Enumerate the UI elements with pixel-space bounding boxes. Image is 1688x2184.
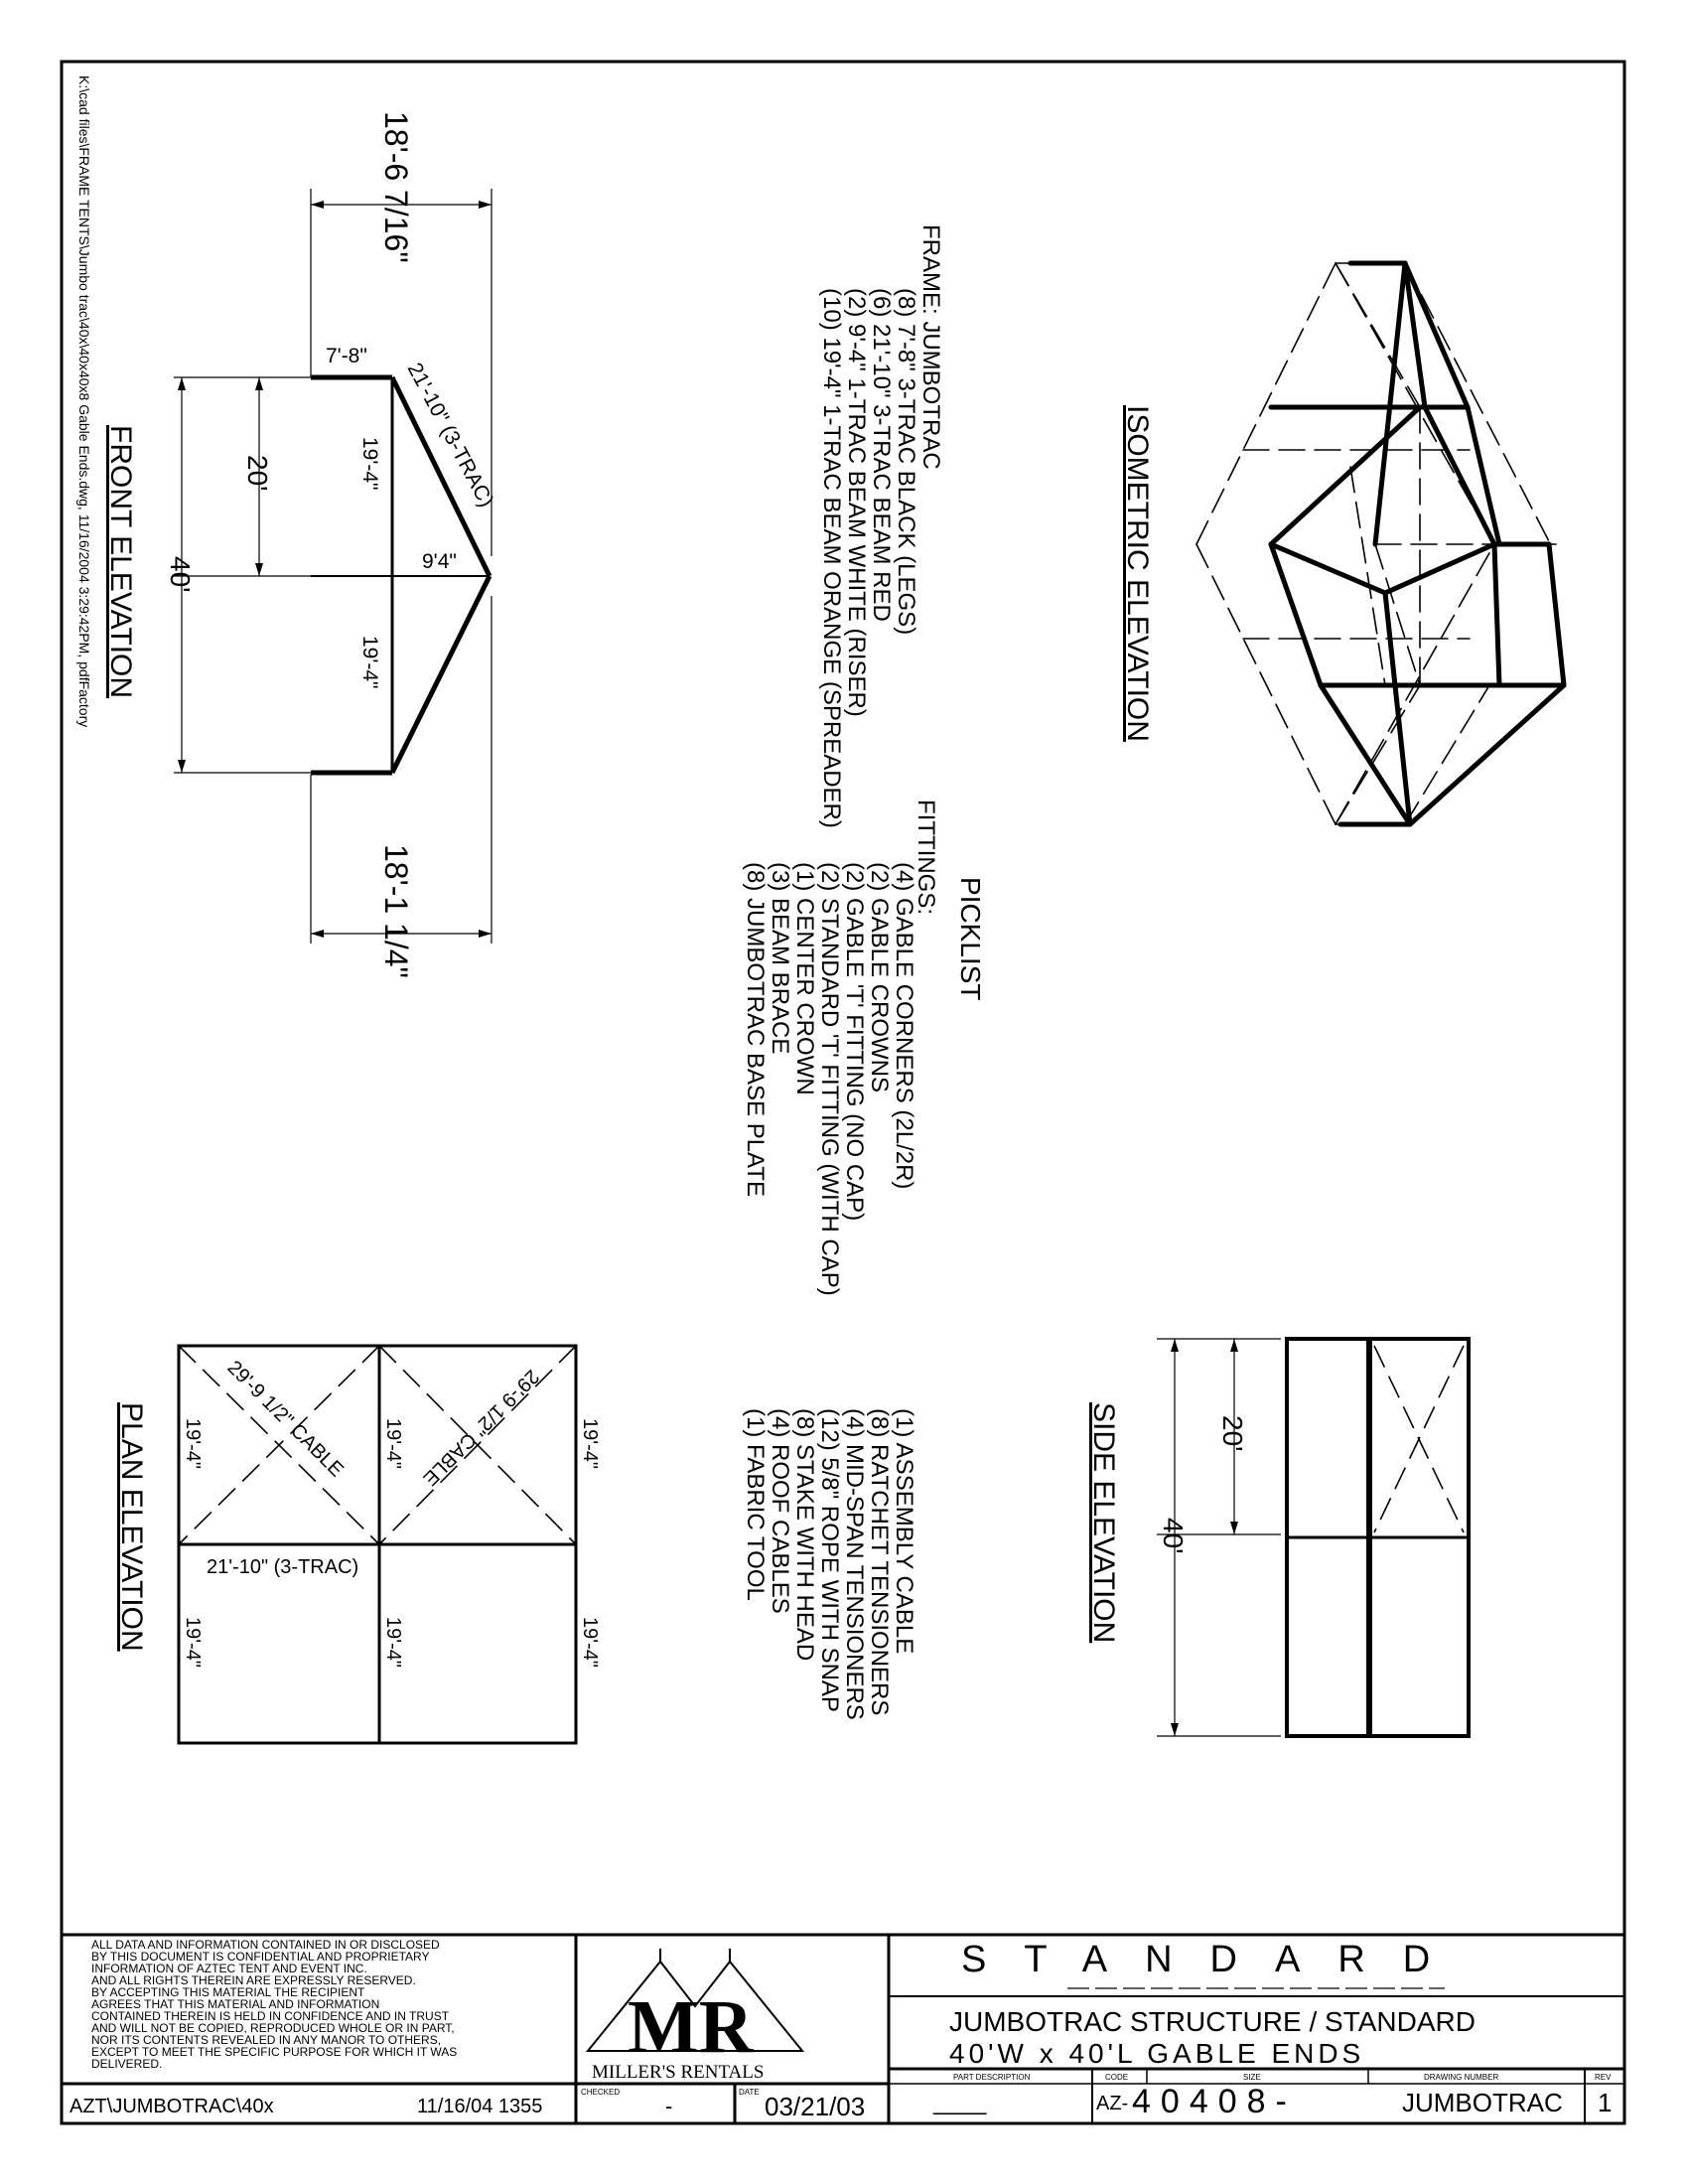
drawing-name: JUMBOTRAC: [1402, 2088, 1563, 2117]
frame-item: (10) 19'-4" 1-TRAC BEAM ORANGE (SPREADER): [818, 288, 845, 828]
plan-bay-dim: 19'-4": [382, 1418, 404, 1469]
side-elevation: [1157, 1339, 1469, 1736]
isometric-elevation: [1196, 263, 1564, 824]
front-half-width: 20': [242, 455, 273, 492]
hardware-item: (8) RATCHET TENSIONERS: [866, 1408, 893, 1716]
fitting-item: (1) CENTER CROWN: [791, 862, 818, 1095]
drawing-prefix: AZ-: [1096, 2093, 1129, 2114]
front-rafter-dim: 21'-10" (3-TRAC): [402, 359, 498, 511]
checked-value: -: [665, 2094, 673, 2118]
drawing-number-label: DRAWING NUMBER: [1424, 2073, 1499, 2082]
side-elevation-title: SIDE ELEVATION: [1087, 1402, 1120, 1644]
side-full-dim: 40': [1158, 1518, 1189, 1554]
company-logo: [588, 1949, 802, 2083]
fitting-item: (2) STANDARD 'T' FITTING (WITH CAP): [816, 862, 843, 1296]
date-label: DATE: [739, 2088, 760, 2097]
fitting-item: (8) JUMBOTRAC BASE PLATE: [742, 862, 769, 1197]
part-description-value: ____: [933, 2089, 987, 2115]
front-bottom-width: 18'-1 1/4": [378, 844, 414, 978]
plan-bay-dim: 19'-4": [579, 1418, 601, 1469]
code-label: CODE: [1105, 2073, 1129, 2082]
disclaimer-line: INFORMATION OF AZTEC TENT AND EVENT INC.: [91, 1962, 367, 1975]
date-value: 03/21/03: [765, 2092, 866, 2121]
frame-item: (6) 21'-10" 3-TRAC BEAM RED: [868, 288, 895, 622]
standard-banner: STANDARD: [961, 1939, 1469, 1980]
plan-bay-dim: 19'-4": [182, 1617, 204, 1668]
plan-cable-label: 29'-9 1/2" CABLE: [418, 1365, 544, 1490]
hardware-item: (1) ASSEMBLY CABLE: [891, 1408, 917, 1655]
isometric-title: ISOMETRIC ELEVATION: [1121, 405, 1154, 742]
front-elevation-title: FRONT ELEVATION: [104, 425, 137, 699]
side-half-dim: 20': [1217, 1415, 1248, 1452]
disclaimer: [91, 1938, 457, 2071]
checked-label: CHECKED: [581, 2088, 621, 2097]
drawing-code: 40408-: [1132, 2083, 1297, 2120]
disclaimer-line: AGREES THAT THIS MATERIAL AND INFORMATION: [91, 1997, 380, 2011]
file-path: K:\cad files\FRAME TENTS\Jumbo trac\40x\40x40x8 Gable Ends.dwg, 11/16/2004 3:29:42PM, pdfFactory: [76, 75, 92, 728]
plan-rafter-label: 21'-10" (3-TRAC): [207, 1556, 359, 1578]
fittings-heading: FITTINGS:: [913, 800, 939, 915]
frame-item: (8) 7'-8" 3-TRAC BLACK (LEGS): [893, 288, 919, 636]
hardware-item: (4) ROOF CABLES: [767, 1408, 793, 1614]
picklist: [742, 800, 986, 1720]
frame-list-heading: FRAME: JUMBOTRAC: [917, 224, 944, 470]
front-span-lower: 19'-4": [358, 636, 381, 689]
front-leg-dim: 7'-8": [326, 345, 367, 367]
front-full-width: 40': [165, 556, 196, 593]
fitting-item: (2) GABLE CROWNS: [866, 862, 893, 1093]
logo-letters: MR: [628, 1985, 754, 2069]
fitting-item: (3) BEAM BRACE: [767, 862, 793, 1055]
file-reference: AZT\JUMBOTRAC\40x: [70, 2096, 274, 2117]
hardware-item: (12) 5/8" ROPE WITH SNAP: [816, 1408, 843, 1712]
front-riser-dim: 9'4": [422, 550, 457, 573]
hardware-item: (8) STAKE WITH HEAD: [791, 1408, 818, 1662]
size-label: SIZE: [1243, 2073, 1261, 2082]
disclaimer-line: DELIVERED.: [91, 2057, 163, 2071]
disclaimer-line: NOR ITS CONTENTS REVEALED IN ANY MANOR TO OTHERS,: [91, 2033, 442, 2047]
revision-value: 1: [1598, 2088, 1613, 2117]
frame-list: [818, 224, 944, 828]
disclaimer-line: AND WILL NOT BE COPIED, REPRODUCED WHOLE OR IN PART,: [91, 2021, 455, 2035]
hardware-item: (4) MID-SPAN TENSIONERS: [841, 1408, 868, 1720]
fitting-item: (4) GABLE CORNERS (2L/2R): [891, 862, 917, 1190]
picklist-title: PICKLIST: [955, 877, 986, 1001]
front-span-upper: 19'-4": [358, 437, 381, 491]
plan-bay-dim: 19'-4": [382, 1617, 404, 1668]
plan-cable-label: 29'-9 1/2" CABLE: [222, 1356, 348, 1482]
part-description-label: PART DESCRIPTION: [953, 2073, 1031, 2082]
description-line-1: JUMBOTRAC STRUCTURE / STANDARD: [949, 2006, 1476, 2037]
disclaimer-line: AND ALL RIGHTS THEREIN ARE EXPRESSLY RESERVED.: [91, 1973, 416, 1987]
frame-item: (2) 9'-4" 1-TRAC BEAM WHITE (RISER): [843, 288, 870, 717]
logo-name: MILLER'S RENTALS: [592, 2062, 765, 2083]
plan-bay-dim: 19'-4": [182, 1418, 204, 1469]
plan-bay-dim: 19'-4": [579, 1617, 601, 1668]
disclaimer-line: BY THIS DOCUMENT IS CONFIDENTIAL AND PROPRIETARY: [91, 1950, 430, 1964]
hardware-item: (1) FABRIC TOOL: [742, 1408, 769, 1601]
disclaimer-line: ALL DATA AND INFORMATION CONTAINED IN OR DISCLOSED: [91, 1938, 440, 1952]
plan-elevation-title: PLAN ELEVATION: [115, 1402, 148, 1652]
rev-label: REV: [1595, 2073, 1612, 2082]
description-line-2: 40'W x 40'L GABLE ENDS: [949, 2038, 1365, 2069]
file-stamp: 11/16/04 1355: [417, 2096, 543, 2117]
disclaimer-line: CONTAINED THEREIN IS HELD IN CONFIDENCE AND IN TRUST: [91, 2009, 450, 2023]
fitting-item: (2) GABLE 'T' FITTING (NO CAP): [841, 862, 868, 1222]
disclaimer-line: BY ACCEPTING THIS MATERIAL THE RECIPIENT: [91, 1985, 365, 1999]
front-top-width: 18'-6 7/16": [378, 111, 414, 263]
disclaimer-line: EXCEPT TO MEET THE SPECIFIC PURPOSE FOR WHICH IT WAS: [91, 2045, 458, 2059]
